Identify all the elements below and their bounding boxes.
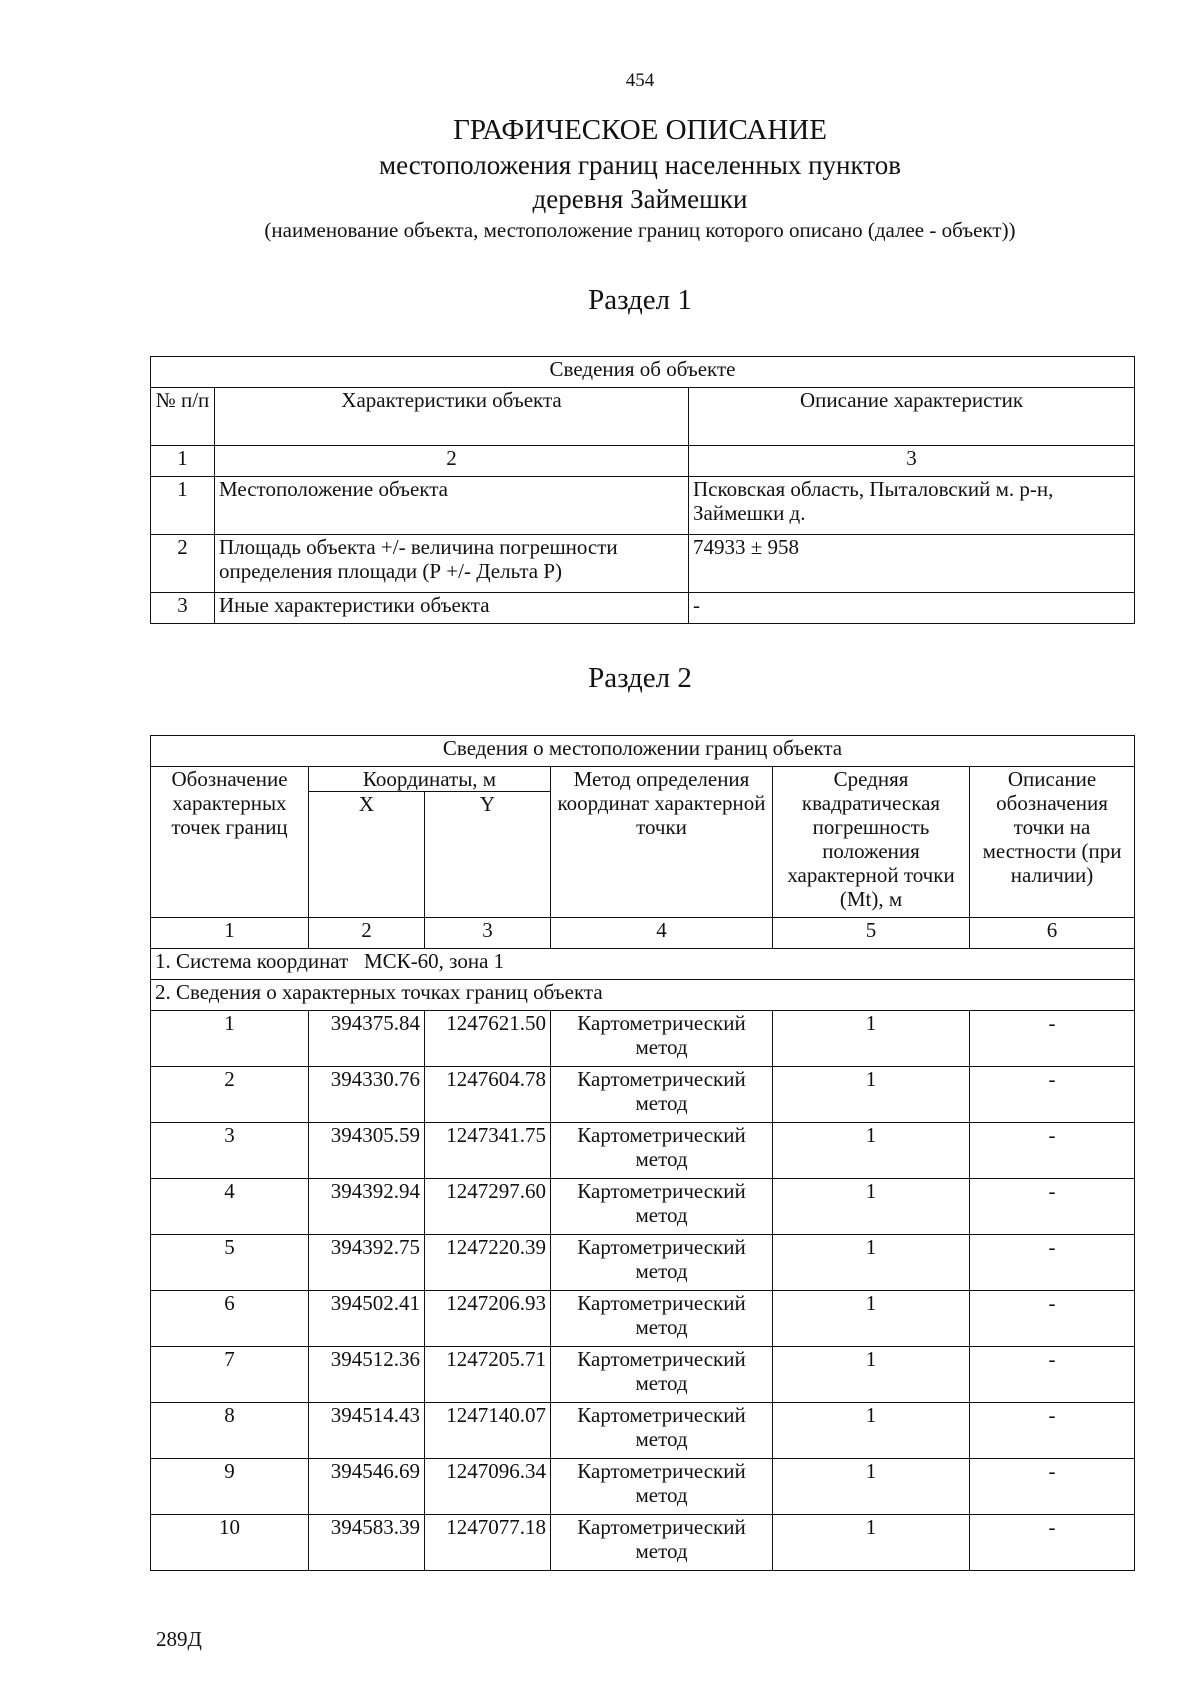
point-method: Картометрический метод — [551, 1347, 773, 1403]
header-x: X — [309, 792, 425, 918]
coordinate-system: 1. Система координат МСК-60, зона 1 — [151, 949, 1135, 980]
point-method: Картометрический метод — [551, 1459, 773, 1515]
index-cell: 2 — [215, 446, 689, 477]
table-row — [151, 1515, 1135, 1571]
point-x: 394502.41 — [309, 1291, 425, 1347]
point-y: 1247077.18 — [425, 1515, 551, 1571]
point-mt: 1 — [773, 1235, 970, 1291]
header-num: № п/п — [151, 388, 215, 446]
point-number: 10 — [151, 1515, 309, 1571]
point-method: Картометрический метод — [551, 1067, 773, 1123]
point-method: Картометрический метод — [551, 1515, 773, 1571]
point-y: 1247096.34 — [425, 1459, 551, 1515]
point-number: 4 — [151, 1179, 309, 1235]
table-row — [151, 1459, 1135, 1515]
index-cell: 6 — [970, 918, 1135, 949]
point-mt: 1 — [773, 1067, 970, 1123]
point-method: Картометрический метод — [551, 1011, 773, 1067]
document-subtitle: местоположения границ населенных пунктов — [379, 150, 901, 180]
point-method: Картометрический метод — [551, 1403, 773, 1459]
object-name: деревня Займешки — [532, 184, 748, 214]
object-name-note: (наименование объекта, местоположение границ которого описано (далее - объект)) — [264, 218, 1016, 242]
point-method: Картометрический метод — [551, 1123, 773, 1179]
row-description: - — [689, 593, 1135, 624]
point-number: 9 — [151, 1459, 309, 1515]
point-x: 394392.94 — [309, 1179, 425, 1235]
row-characteristic: Площадь объекта +/- величина погрешности определения площади (Р +/- Дельта Р) — [215, 535, 689, 593]
header-description: Описание характеристик — [689, 388, 1135, 446]
row-description: Псковская область, Пыталовский м. р-н, Займешки д. — [689, 477, 1135, 535]
row-characteristic: Местоположение объекта — [215, 477, 689, 535]
point-x: 394392.75 — [309, 1235, 425, 1291]
point-mt: 1 — [773, 1011, 970, 1067]
index-cell: 3 — [425, 918, 551, 949]
section-1-heading: Раздел 1 — [588, 284, 692, 316]
point-desc: - — [970, 1459, 1135, 1515]
boundary-table-title: Сведения о местоположении границ объекта — [151, 736, 1135, 767]
point-x: 394330.76 — [309, 1067, 425, 1123]
row-num: 1 — [151, 477, 215, 535]
table-row — [151, 1235, 1135, 1291]
point-number: 5 — [151, 1235, 309, 1291]
table-row — [151, 1179, 1135, 1235]
point-mt: 1 — [773, 1123, 970, 1179]
table-row — [151, 1011, 1135, 1067]
index-cell: 5 — [773, 918, 970, 949]
section-2-heading: Раздел 2 — [588, 662, 692, 694]
point-y: 1247297.60 — [425, 1179, 551, 1235]
point-y: 1247341.75 — [425, 1123, 551, 1179]
point-desc: - — [970, 1123, 1135, 1179]
point-number: 8 — [151, 1403, 309, 1459]
point-mt: 1 — [773, 1515, 970, 1571]
boundary-points-table — [150, 735, 1135, 1571]
point-y: 1247206.93 — [425, 1291, 551, 1347]
document-header — [0, 112, 1200, 244]
table-row — [151, 1403, 1135, 1459]
row-description: 74933 ± 958 — [689, 535, 1135, 593]
point-desc: - — [970, 1235, 1135, 1291]
point-y: 1247604.78 — [425, 1067, 551, 1123]
index-cell: 2 — [309, 918, 425, 949]
point-desc: - — [970, 1179, 1135, 1235]
point-mt: 1 — [773, 1291, 970, 1347]
point-x: 394375.84 — [309, 1011, 425, 1067]
page-number: 454 — [625, 70, 655, 91]
point-desc: - — [970, 1347, 1135, 1403]
document-title: ГРАФИЧЕСКОЕ ОПИСАНИЕ — [453, 114, 827, 146]
point-method: Картометрический метод — [551, 1291, 773, 1347]
table-row — [151, 1291, 1135, 1347]
header-characteristic: Характеристики объекта — [215, 388, 689, 446]
index-cell: 3 — [689, 446, 1135, 477]
point-x: 394305.59 — [309, 1123, 425, 1179]
header-y: Y — [425, 792, 551, 918]
point-x: 394514.43 — [309, 1403, 425, 1459]
point-mt: 1 — [773, 1403, 970, 1459]
header-point: Обозначение характерных точек границ — [151, 767, 309, 918]
point-y: 1247140.07 — [425, 1403, 551, 1459]
index-cell: 1 — [151, 918, 309, 949]
point-y: 1247621.50 — [425, 1011, 551, 1067]
point-number: 7 — [151, 1347, 309, 1403]
table-row — [151, 593, 1135, 624]
point-method: Картометрический метод — [551, 1179, 773, 1235]
point-desc: - — [970, 1403, 1135, 1459]
point-method: Картометрический метод — [551, 1235, 773, 1291]
point-x: 394546.69 — [309, 1459, 425, 1515]
table-row — [151, 1123, 1135, 1179]
table-row — [151, 535, 1135, 593]
header-desc: Описание обозначения точки на местности (при наличии) — [970, 767, 1135, 918]
point-number: 1 — [151, 1011, 309, 1067]
point-desc: - — [970, 1515, 1135, 1571]
point-mt: 1 — [773, 1459, 970, 1515]
index-cell: 4 — [551, 918, 773, 949]
point-number: 6 — [151, 1291, 309, 1347]
point-number: 2 — [151, 1067, 309, 1123]
row-num: 2 — [151, 535, 215, 593]
object-info-table — [150, 356, 1135, 624]
index-cell: 1 — [151, 446, 215, 477]
point-x: 394583.39 — [309, 1515, 425, 1571]
point-mt: 1 — [773, 1347, 970, 1403]
point-desc: - — [970, 1067, 1135, 1123]
table-row — [151, 477, 1135, 535]
point-number: 3 — [151, 1123, 309, 1179]
row-num: 3 — [151, 593, 215, 624]
point-y: 1247205.71 — [425, 1347, 551, 1403]
points-section-header: 2. Сведения о характерных точках границ объекта — [151, 980, 1135, 1011]
point-y: 1247220.39 — [425, 1235, 551, 1291]
table-row — [151, 1347, 1135, 1403]
document-code: 289Д — [156, 1627, 202, 1651]
table-row — [151, 1067, 1135, 1123]
point-x: 394512.36 — [309, 1347, 425, 1403]
header-accuracy: Средняя квадратическая погрешность положения характерной точки (Mt), м — [773, 767, 970, 918]
point-mt: 1 — [773, 1179, 970, 1235]
object-info-table-title: Сведения об объекте — [151, 357, 1135, 388]
point-desc: - — [970, 1291, 1135, 1347]
header-method: Метод определения координат характерной точки — [551, 767, 773, 918]
point-desc: - — [970, 1011, 1135, 1067]
header-coords: Координаты, м — [309, 767, 551, 792]
row-characteristic: Иные характеристики объекта — [215, 593, 689, 624]
